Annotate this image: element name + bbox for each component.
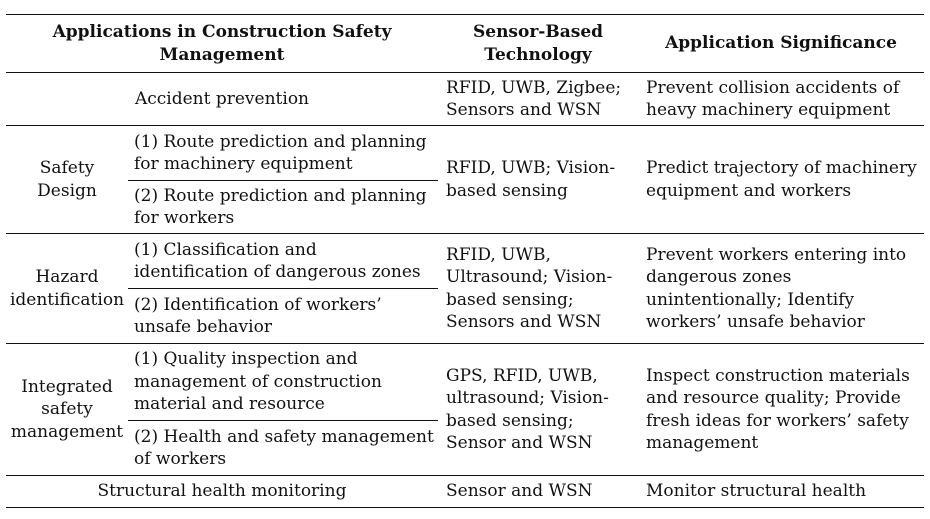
significance-cell: Prevent workers entering into dangerous zones unintentionally; Identify workers’ unsafe behavior [638, 234, 924, 344]
significance-cell: Prevent collision accidents of heavy machinery equipment [638, 73, 924, 126]
sub-application-cell: (2) Identification of workers’ unsafe behavior [128, 289, 438, 344]
technology-cell: RFID, UWB; Vision-based sensing [438, 126, 638, 234]
application-cell: Structural health monitoring [6, 476, 438, 508]
header-significance: Application Significance [665, 33, 897, 54]
significance-cell: Monitor structural health [638, 476, 924, 508]
technology-cell: GPS, RFID, UWB, ultrasound; Vision-based sensing; Sensor and WSN [438, 344, 638, 476]
header-row [6, 15, 924, 73]
category-cell: Hazard identification [6, 234, 128, 344]
sub-application-cell: (2) Health and safety management of workers [128, 421, 438, 476]
sub-application-cell: (1) Quality inspection and management of construction material and resource [128, 344, 438, 421]
safety-applications-table [6, 14, 924, 508]
significance-cell: Inspect construction materials and resource quality; Provide fresh ideas for workers’ safety management [638, 344, 924, 476]
sub-application-cell: (1) Route prediction and planning for machinery equipment [128, 126, 438, 181]
header-technology: Sensor-Based Technology [472, 22, 604, 65]
application-cell: Accident prevention [6, 73, 438, 126]
technology-cell: Sensor and WSN [438, 476, 638, 508]
table-row [6, 73, 924, 126]
category-cell: Integrated safety management [6, 344, 128, 476]
category-cell: Safety Design [6, 126, 128, 234]
sub-application-cell: (2) Route prediction and planning for workers [128, 181, 438, 234]
technology-cell: RFID, UWB, Ultrasound; Vision-based sensing; Sensors and WSN [438, 234, 638, 344]
sub-application-cell: (1) Classification and identification of dangerous zones [128, 234, 438, 289]
technology-cell: RFID, UWB, Zigbee; Sensors and WSN [438, 73, 638, 126]
table-row [6, 344, 924, 421]
table-row [6, 126, 924, 181]
header-applications: Applications in Construction Safety Management [52, 22, 392, 65]
table-row [6, 476, 924, 508]
table-row [6, 234, 924, 289]
significance-cell: Predict trajectory of machinery equipment and workers [638, 126, 924, 234]
